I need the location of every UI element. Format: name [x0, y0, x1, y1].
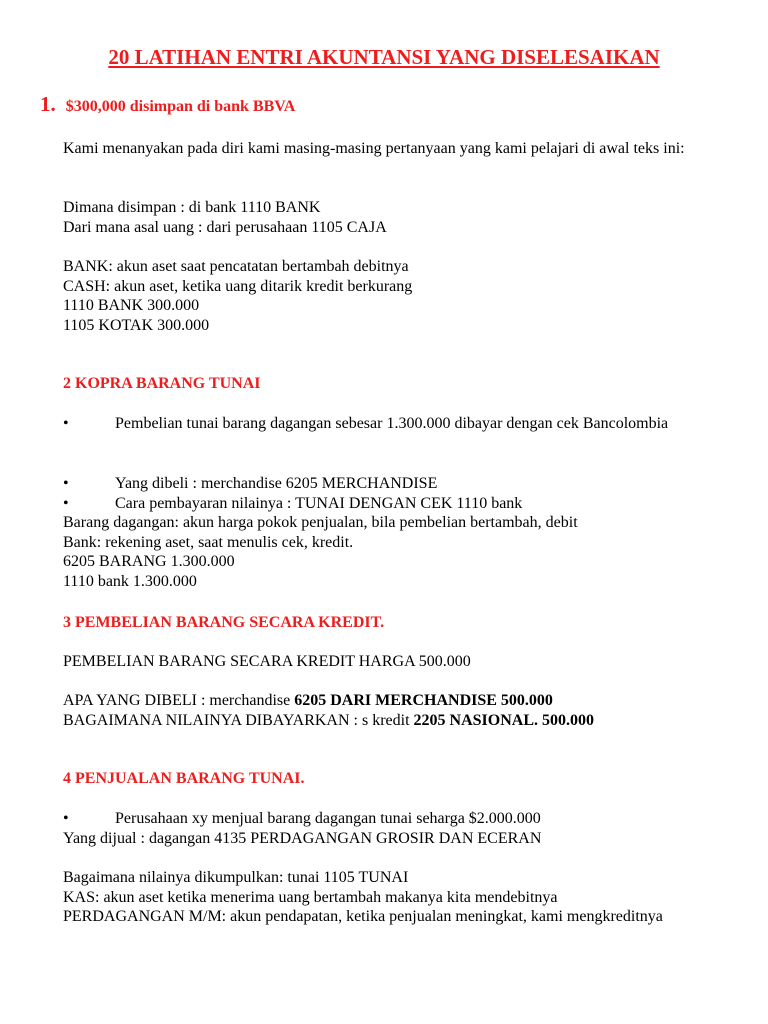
section-3-heading: 3 PEMBELIAN BARANG SECARA KREDIT. [63, 614, 385, 631]
bullet-glyph: • [63, 475, 69, 492]
section-1-intro: Kami menanyakan pada diri kami masing-masing pertanyaan yang kami pelajari di awal teks ini: [63, 140, 685, 157]
document-title: 20 LATIHAN ENTRI AKUNTANSI YANG DISELESAIKAN [108, 45, 660, 69]
bullet-text: Yang dibeli : merchandise 6205 MERCHANDISE [115, 475, 438, 492]
text-line: 1110 bank 1.300.000 [63, 572, 197, 590]
section-1-number: 1. [40, 92, 56, 116]
section-1-lines-b [63, 257, 712, 335]
bullet-glyph: • [63, 494, 69, 512]
line-value: 2205 NASIONAL. 500.000 [413, 711, 594, 729]
text-line: Barang dagangan: akun harga pokok penjualan, bila pembelian bertambah, debit [63, 514, 578, 531]
section-4-block-a [63, 809, 712, 848]
section-3-lines [63, 691, 712, 730]
text-line: Dimana disimpan : di bank 1110 BANK [63, 199, 321, 216]
text-line: 1105 KOTAK 300.000 [63, 316, 210, 334]
text-line: BANK: akun aset saat pencatatan bertambah debitnya [63, 258, 409, 275]
text-line: CASH: akun aset, ketika uang ditarik kredit berkurang [63, 277, 413, 295]
bullet-text: Cara pembayaran nilainya : TUNAI DENGAN CEK 1110 bank [115, 494, 523, 512]
section-1-title: $300,000 disimpan di bank BBVA [65, 98, 296, 115]
section-3-line-1: PEMBELIAN BARANG SECARA KREDIT HARGA 500.000 [63, 653, 471, 670]
text-line: Bank: rekening aset, saat menulis cek, kredit. [63, 533, 354, 551]
text-line: PERDAGANGAN M/M: akun pendapatan, ketika penjualan meningkat, kami mengkreditnya [63, 908, 663, 925]
section-3-line-2 [63, 691, 712, 711]
line-label: BAGAIMANA NILAINYA DIBAYARKAN : s kredit [63, 711, 414, 729]
section-2-bullet-3 [63, 494, 712, 514]
section-2-heading: 2 KOPRA BARANG TUNAI [63, 375, 261, 392]
bullet-glyph: • [63, 810, 69, 827]
section-4-block-b [63, 868, 712, 927]
section-4-bullet-1 [63, 809, 712, 829]
line-value: 6205 DARI MERCHANDISE 500.000 [294, 692, 553, 709]
bullet-text: Perusahaan xy menjual barang dagangan tunai seharga $2.000.000 [115, 810, 541, 827]
section-1-heading [40, 92, 712, 117]
section-2-bullet-2 [63, 474, 712, 494]
section-4-heading: 4 PENJUALAN BARANG TUNAI. [63, 770, 305, 787]
bullet-glyph: • [63, 415, 69, 432]
section-2-bullets [63, 474, 712, 591]
section-3-line-3 [63, 711, 712, 731]
section-1-lines-a [63, 198, 712, 237]
text-line: Bagaimana nilainya dikumpulkan: tunai 1105 TUNAI [63, 869, 409, 886]
text-line: Yang dijual : dagangan 4135 PERDAGANGAN GROSIR DAN ECERAN [63, 829, 542, 847]
text-line: 1110 BANK 300.000 [63, 297, 200, 314]
text-line: KAS: akun aset ketika menerima uang bertambah makanya kita mendebitnya [63, 888, 558, 906]
bullet-text: Pembelian tunai barang dagangan sebesar 1.300.000 dibayar dengan cek Bancolombia [115, 415, 669, 432]
text-line: Dari mana asal uang : dari perusahaan 1105 CAJA [63, 218, 387, 236]
section-2-bullet-1 [63, 414, 712, 434]
line-label: APA YANG DIBELI : merchandise [63, 692, 295, 709]
text-line: 6205 BARANG 1.300.000 [63, 553, 235, 570]
